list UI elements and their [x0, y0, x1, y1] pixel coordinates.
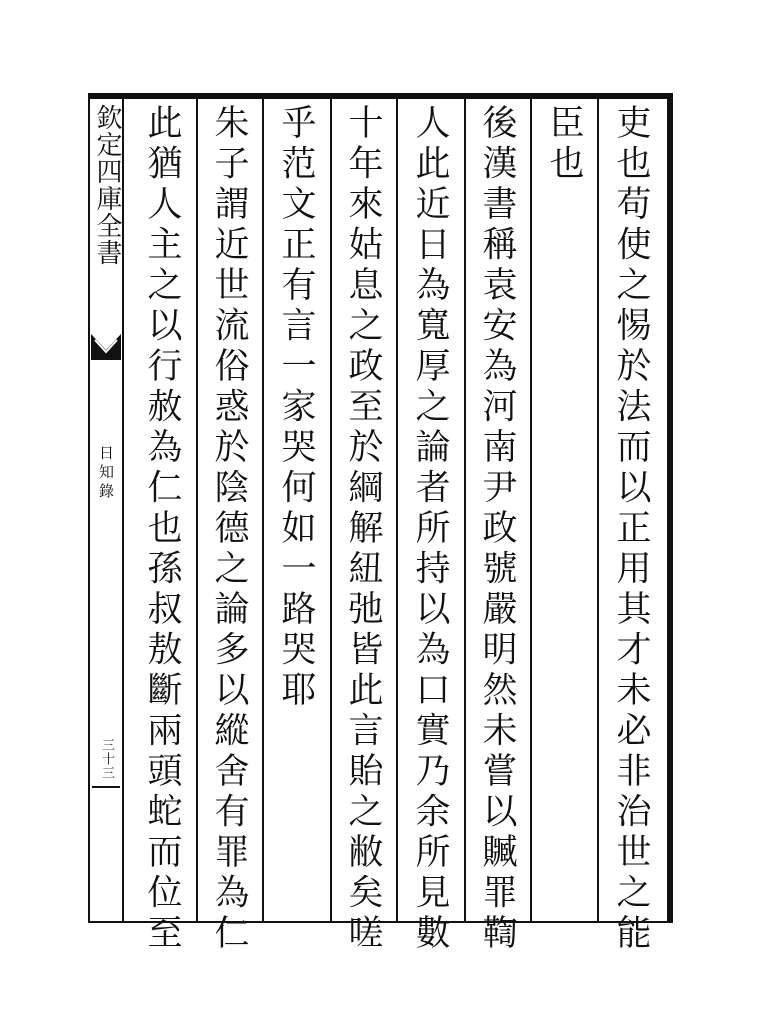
- margin-book-title: 日知錄: [97, 445, 115, 502]
- text-column: 朱子謂近世流俗惑於陰德之論多以縱舍有罪為仁: [209, 104, 249, 955]
- text-column: 十年來姑息之政至於綱解紐弛皆此言貽之敝矣嗟: [343, 104, 383, 955]
- text-column: 人此近日為寬厚之論者所持以為口實乃余所見數: [410, 104, 450, 955]
- fish-tail-mark: [89, 330, 123, 366]
- column-rule: [330, 99, 332, 921]
- text-column: 吏也苟使之惕於法而以正用其才未必非治世之能: [611, 104, 651, 955]
- column-rule: [196, 99, 198, 921]
- column-rule: [262, 99, 264, 921]
- text-column: 後漢書稱袁安為河南尹政號嚴明然未嘗以贓罪鞫: [477, 104, 517, 955]
- margin-tick: [92, 786, 120, 788]
- column-rule: [464, 99, 466, 921]
- text-column: 臣也: [544, 104, 584, 185]
- margin-title: 欽定四庫全書: [92, 104, 122, 266]
- column-rule: [530, 99, 532, 921]
- column-rule: [396, 99, 398, 921]
- text-column: 此猶人主之以行赦為仁也孫叔敖斷兩頭蛇而位至: [142, 104, 182, 955]
- text-column: 乎范文正有言一家哭何如一路哭耶: [276, 104, 316, 712]
- margin-page-number: 三十三: [99, 738, 114, 780]
- column-rule: [597, 99, 599, 921]
